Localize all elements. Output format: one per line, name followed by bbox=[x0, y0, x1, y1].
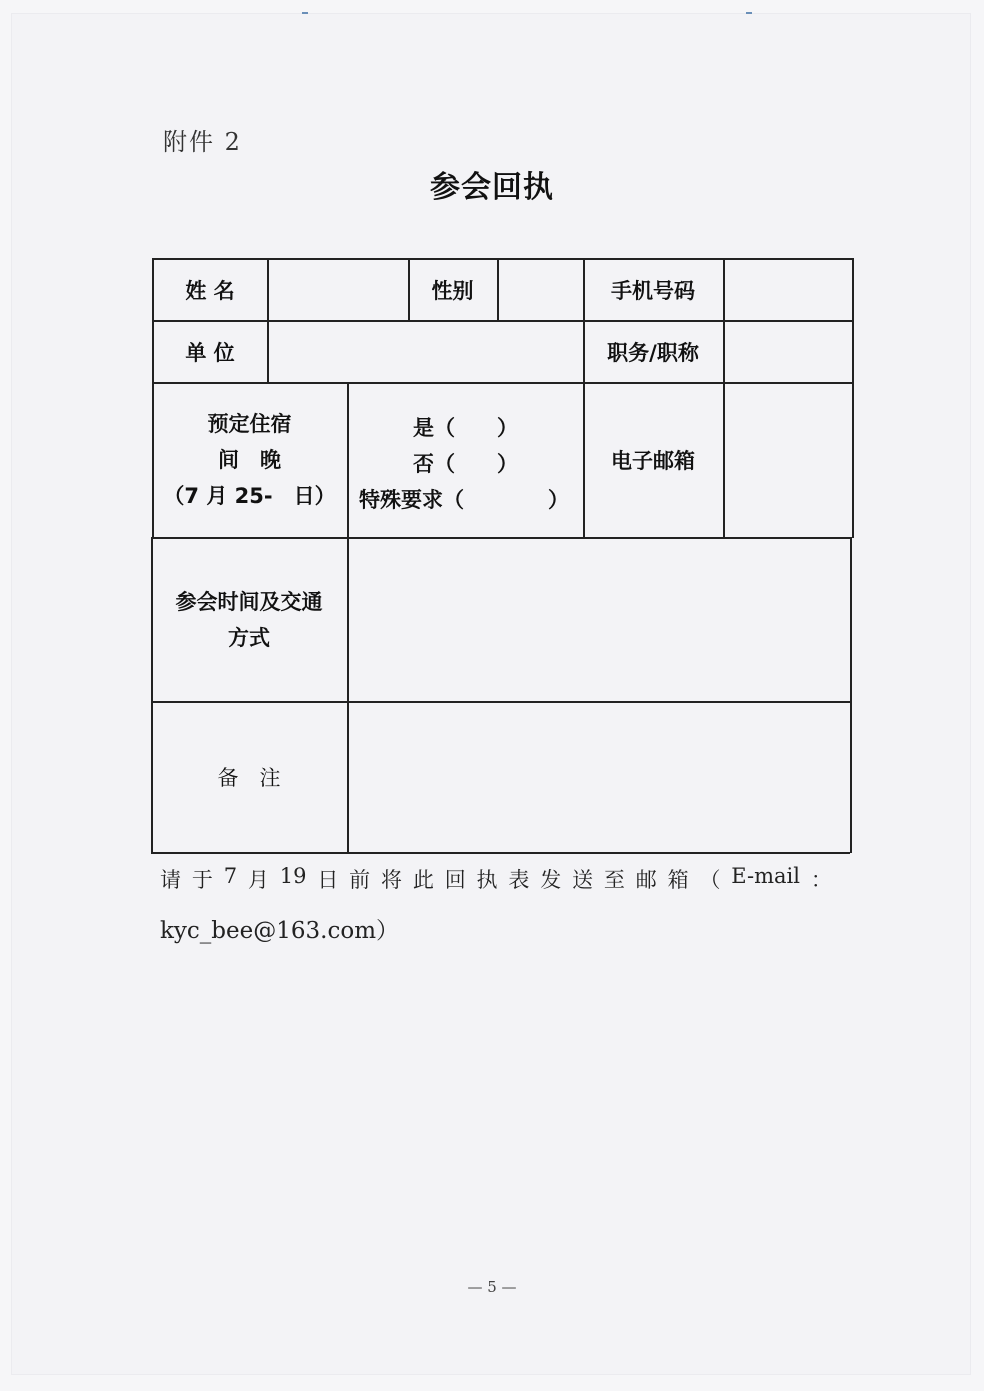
email-address: kyc_bee@163.com） bbox=[160, 918, 400, 944]
notice-word: 发 bbox=[540, 868, 562, 892]
gender-label: 性别 bbox=[431, 278, 474, 303]
notice-word: 前 bbox=[349, 868, 371, 892]
notice-word: 将 bbox=[381, 868, 403, 892]
notice-word: 此 bbox=[412, 868, 434, 892]
transport-label-line: 方式 bbox=[228, 625, 270, 650]
notice-word: 箱 bbox=[667, 868, 689, 892]
notice-word: 回 bbox=[444, 868, 466, 892]
notice-word: 月 bbox=[247, 868, 269, 892]
notice-word: 7 bbox=[223, 864, 238, 888]
page-title: 参会回执 bbox=[430, 170, 554, 205]
lodging-label-line: 间 晚 bbox=[218, 448, 281, 472]
transport-field[interactable] bbox=[348, 537, 850, 702]
scan-mark bbox=[746, 12, 752, 14]
notice-word: E-mail bbox=[731, 864, 800, 888]
option-special-request[interactable]: 特殊要求（ ） bbox=[359, 488, 569, 512]
notice-word: 执 bbox=[476, 868, 498, 892]
transport-label-line: 参会时间及交通 bbox=[175, 589, 323, 614]
page-number: — 5 — bbox=[467, 1278, 517, 1296]
option-no[interactable]: 否（ ） bbox=[413, 452, 518, 476]
scan-mark bbox=[302, 12, 308, 14]
name-label: 姓 名 bbox=[185, 278, 235, 303]
name-field[interactable] bbox=[268, 258, 408, 321]
phone-field[interactable] bbox=[724, 258, 852, 321]
gender-field[interactable] bbox=[498, 258, 583, 321]
option-yes[interactable]: 是（ ） bbox=[413, 416, 518, 440]
lodging-options bbox=[349, 384, 583, 538]
table-border-right bbox=[850, 537, 852, 853]
unit-label: 单 位 bbox=[185, 340, 235, 365]
table-border-right bbox=[852, 258, 854, 538]
notice-word: 请 bbox=[160, 868, 181, 892]
notice-word: 19 bbox=[279, 864, 307, 888]
notice-word: 日 bbox=[317, 868, 339, 892]
notice-word: 于 bbox=[191, 868, 213, 892]
notice-word: 表 bbox=[508, 868, 530, 892]
attachment-label: 附件 2 bbox=[163, 128, 242, 156]
notice-word: ： bbox=[810, 868, 832, 892]
position-field[interactable] bbox=[724, 320, 852, 383]
notice-word: 送 bbox=[572, 868, 594, 892]
notice-word: （ bbox=[699, 868, 721, 892]
lodging-label-line: 预定住宿 bbox=[207, 412, 292, 436]
unit-field[interactable] bbox=[268, 320, 583, 383]
remarks-field[interactable] bbox=[348, 701, 850, 853]
remarks-label: 备 注 bbox=[217, 766, 281, 790]
submission-notice bbox=[160, 864, 832, 894]
lodging-label bbox=[152, 382, 347, 538]
email-label: 电子邮箱 bbox=[611, 449, 695, 473]
email-field[interactable] bbox=[724, 382, 852, 538]
phone-label: 手机号码 bbox=[611, 278, 695, 303]
lodging-label-line: （7 月 25- 日） bbox=[163, 484, 336, 508]
registration-form-table bbox=[151, 258, 853, 853]
notice-word: 至 bbox=[603, 868, 625, 892]
transport-label bbox=[151, 537, 347, 702]
position-label: 职务/职称 bbox=[607, 340, 699, 365]
notice-word: 邮 bbox=[635, 868, 657, 892]
